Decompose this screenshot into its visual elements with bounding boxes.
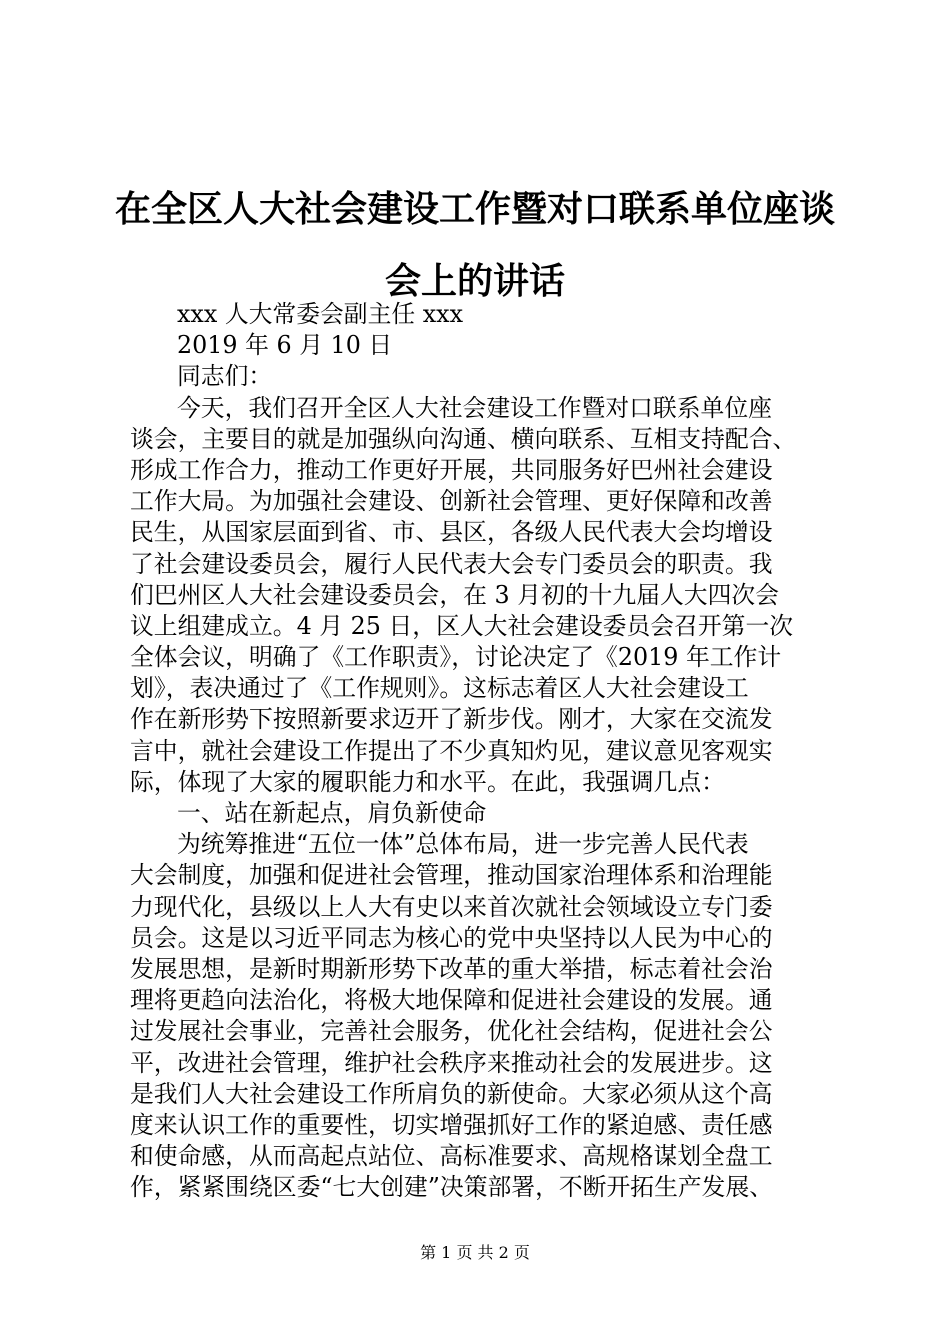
author-line: xxx 人大常委会副主任 xxx xyxy=(177,300,464,328)
paragraph-1 xyxy=(130,393,830,798)
title-line-2: 会上的讲话 xyxy=(384,261,565,302)
paragraph-line: 划》，表决通过了《工作规则》。这标志着区人大社会建设工 xyxy=(130,674,749,703)
paragraph-line: 过发展社会事业，完善社会服务，优化社会结构，促进社会公 xyxy=(130,1017,773,1046)
document-title xyxy=(110,174,840,318)
paragraph-line: 平，改进社会管理，维护社会秩序来推动社会的发展进步。这 xyxy=(130,1048,773,1077)
salutation: 同志们： xyxy=(177,362,273,391)
paragraph-line: 力现代化，县级以上人大有史以来首次就社会领域设立专门委 xyxy=(130,892,773,921)
date-line: 2019 年 6 月 10 日 xyxy=(177,331,393,360)
paragraph-line: 谈会，主要目的就是加强纵向沟通、横向联系、互相支持配合、 xyxy=(130,424,797,453)
paragraph-line: 际，体现了大家的履职能力和水平。在此，我强调几点： xyxy=(130,767,725,796)
page-footer: 第 1 页 共 2 页 xyxy=(420,1243,530,1262)
paragraph-line: 大会制度，加强和促进社会管理，推动国家治理体系和治理能 xyxy=(130,861,773,890)
paragraph-line: 员会。这是以习近平同志为核心的党中央坚持以人民为中心的 xyxy=(130,923,773,952)
paragraph-line: 为统筹推进“五位一体”总体布局，进一步完善人民代表 xyxy=(177,830,749,859)
paragraph-2 xyxy=(130,829,830,1203)
paragraph-line: 作，紧紧围绕区委“七大创建”决策部署，不断开拓生产发展、 xyxy=(130,1173,774,1202)
paragraph-line: 理将更趋向法治化，将极大地保障和促进社会建设的发展。通 xyxy=(130,986,773,1015)
paragraph-line: 作在新形势下按照新要求迈开了新步伐。刚才，大家在交流发 xyxy=(130,705,773,734)
paragraph-line: 今天，我们召开全区人大社会建设工作暨对口联系单位座 xyxy=(177,393,772,422)
section-heading-1: 一、站在新起点，肩负新使命 xyxy=(177,799,487,827)
paragraph-line: 议上组建成立。4 月 25 日，区人大社会建设委员会召开第一次 xyxy=(130,611,794,640)
paragraph-line: 度来认识工作的重要性，切实增强抓好工作的紧迫感、责任感 xyxy=(130,1110,773,1139)
title-line-1: 在全区人大社会建设工作暨对口联系单位座谈 xyxy=(114,189,835,230)
paragraph-line: 言中，就社会建设工作提出了不少真知灼见，建议意见客观实 xyxy=(130,736,773,765)
paragraph-line: 民生，从国家层面到省、市、县区，各级人民代表大会均增设 xyxy=(130,518,773,547)
paragraph-line: 们巴州区人大社会建设委员会，在 3 月初的十九届人大四次会 xyxy=(130,580,779,609)
paragraph-line: 形成工作合力，推动工作更好开展，共同服务好巴州社会建设 xyxy=(130,455,773,484)
paragraph-line: 全体会议，明确了《工作职责》，讨论决定了《2019 年工作计 xyxy=(130,643,782,672)
paragraph-line: 了社会建设委员会，履行人民代表大会专门委员会的职责。我 xyxy=(130,549,773,578)
paragraph-line: 和使命感，从而高起点站位、高标准要求、高规格谋划全盘工 xyxy=(130,1142,773,1171)
paragraph-line: 是我们人大社会建设工作所肩负的新使命。大家必须从这个高 xyxy=(130,1079,773,1108)
paragraph-line: 发展思想，是新时期新形势下改革的重大举措，标志着社会治 xyxy=(130,954,773,983)
document-body xyxy=(130,299,830,1203)
paragraph-line: 工作大局。为加强社会建设、创新社会管理、更好保障和改善 xyxy=(130,487,773,516)
